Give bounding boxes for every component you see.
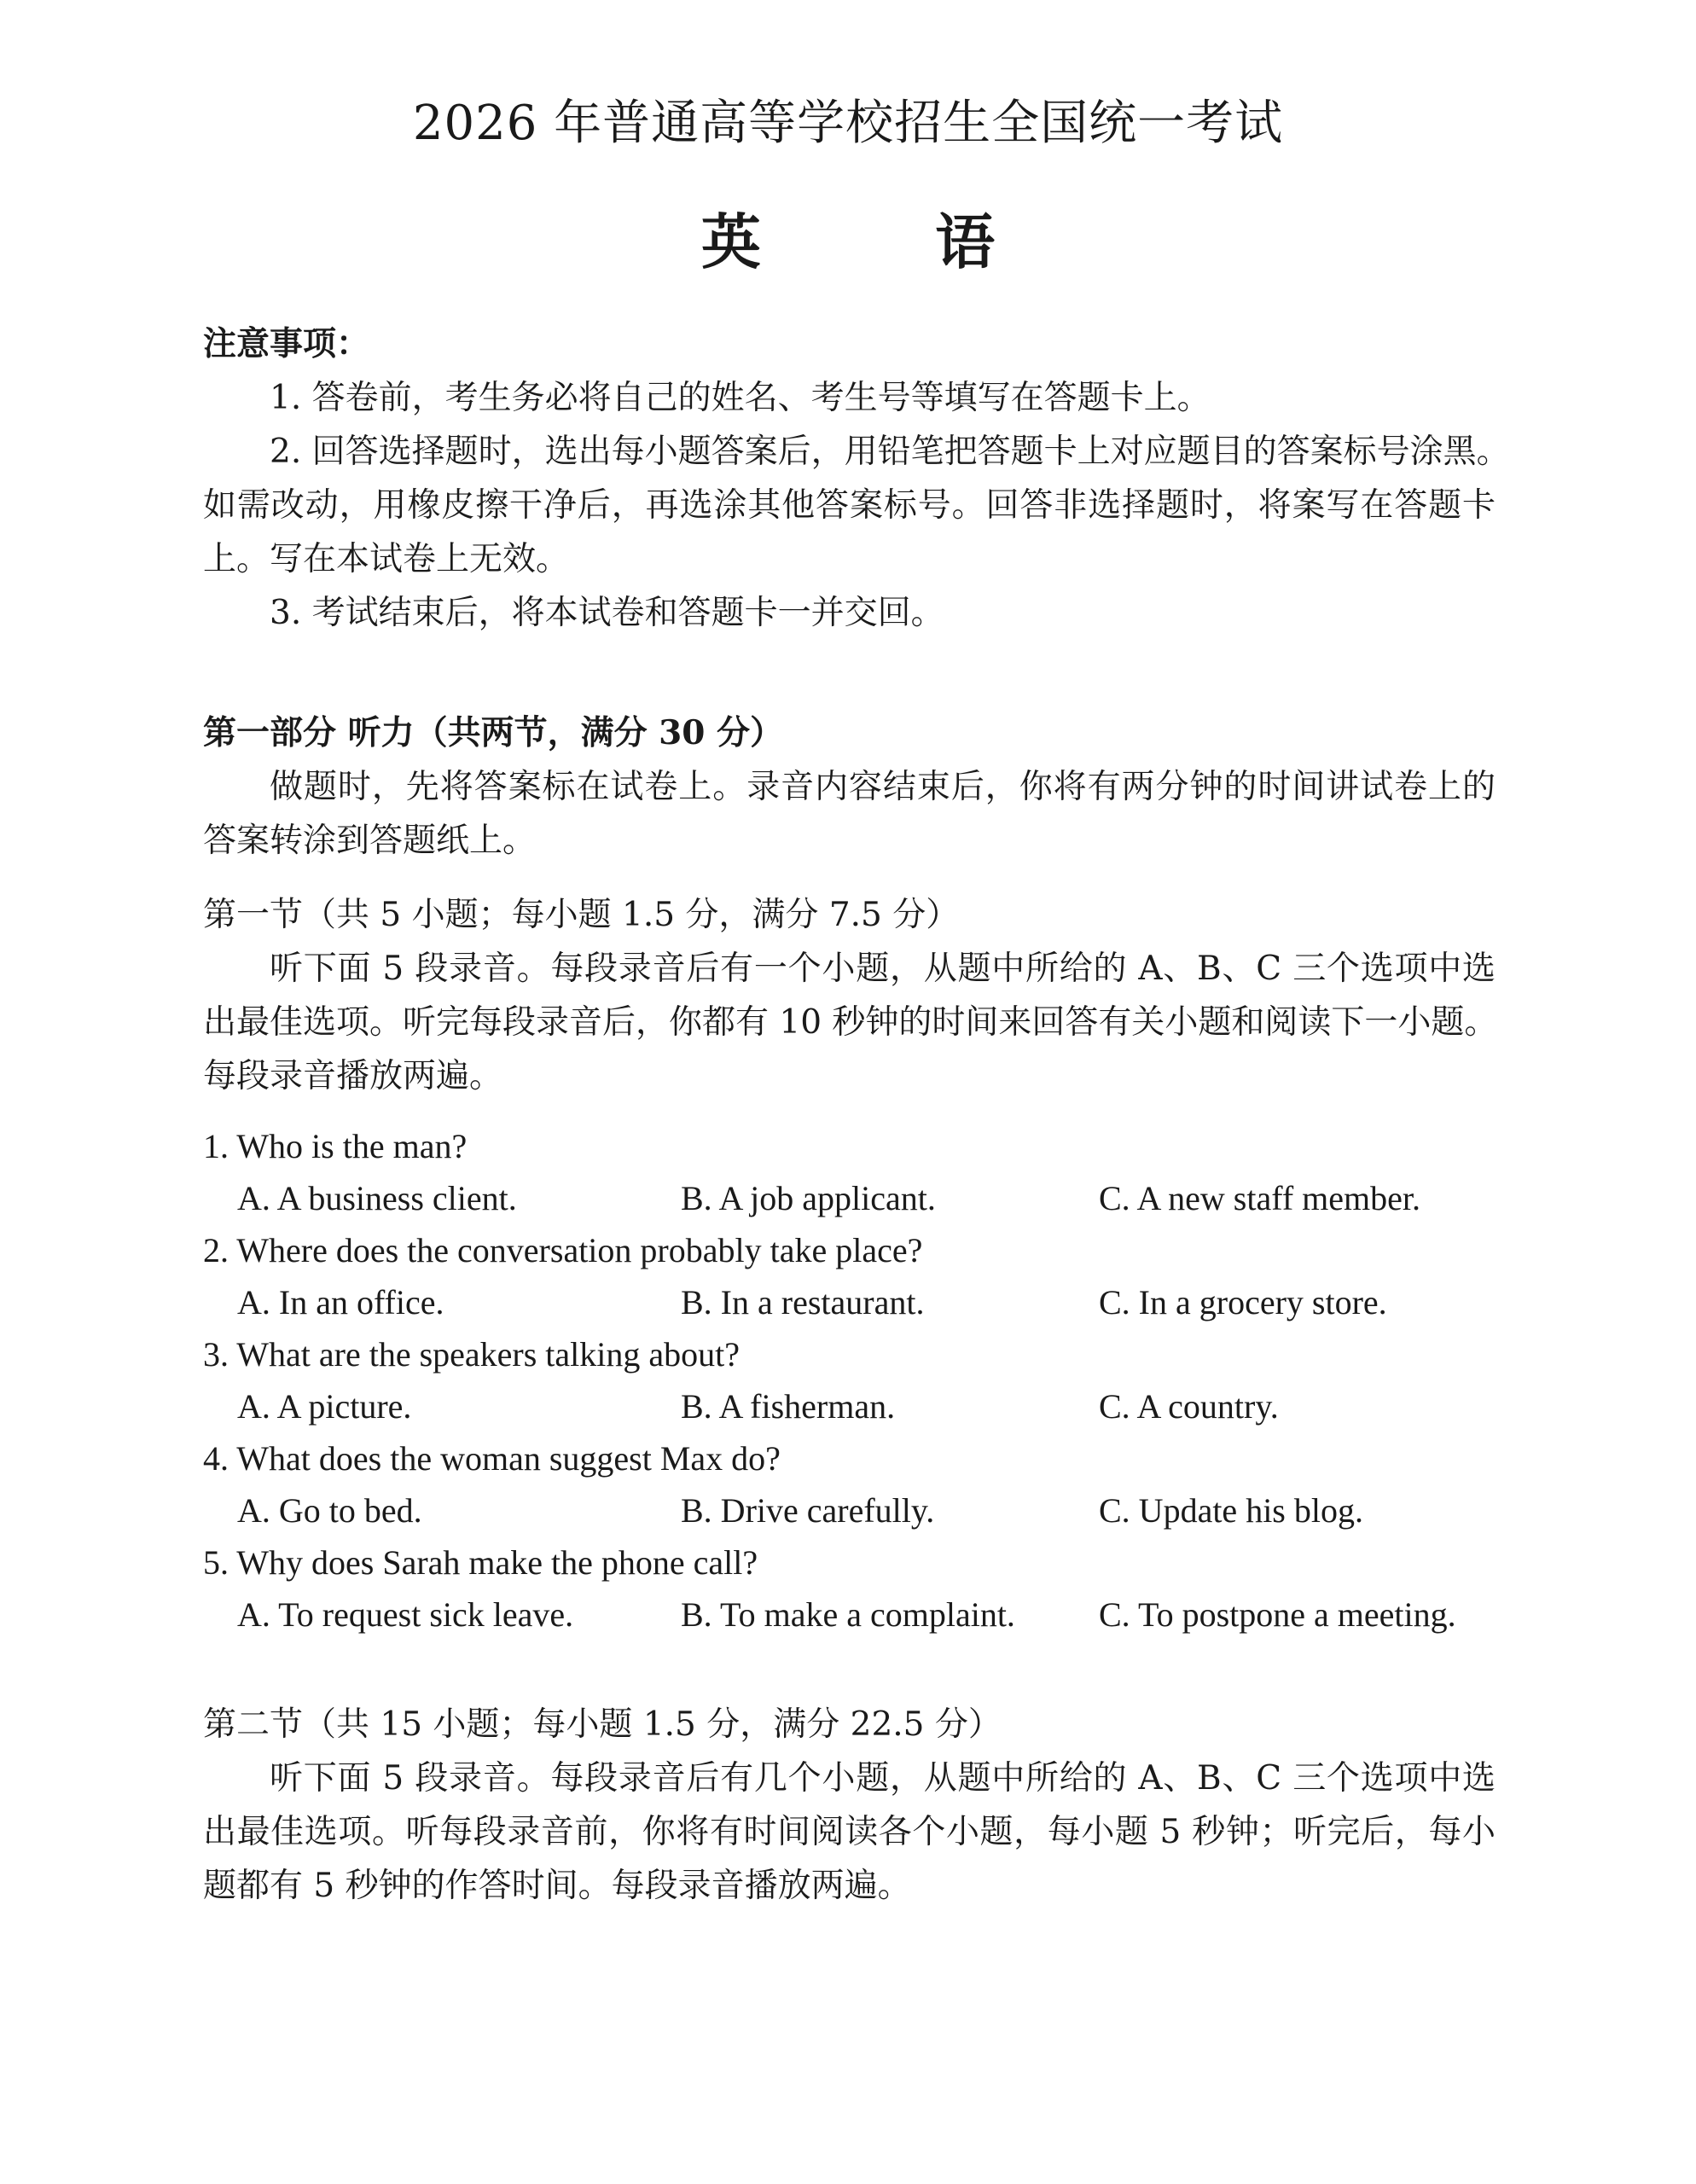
- part1-instruction: 做题时，先将答案标在试卷上。录音内容结束后，你将有两分钟的时间讲试卷上的: [270, 768, 1496, 806]
- option-a: A. A business client.: [237, 1179, 517, 1217]
- notes-item: 1. 答卷前，考生务必将自己的姓名、考生号等填写在答题卡上。: [270, 379, 1211, 417]
- notes-section: [203, 317, 1510, 640]
- section1-heading: 第一节（共 5 小题；每小题 1.5 分，满分 7.5 分）: [203, 896, 960, 934]
- option-a: A. Go to bed.: [237, 1491, 422, 1530]
- option-b: B. A job applicant.: [681, 1179, 936, 1217]
- option-a: A. To request sick leave.: [237, 1595, 574, 1634]
- subject-title: 英 语: [700, 206, 1072, 277]
- notes-heading: 注意事项：: [203, 324, 370, 363]
- question-stem: 2. Where does the conversation probably take place?: [203, 1231, 923, 1269]
- part1-section: [203, 706, 1496, 868]
- notes-item: 上。写在本试卷上无效。: [203, 540, 570, 578]
- section2-instruction: 听下面 5 段录音。每段录音后有几个小题，从题中所给的 A、B、C 三个选项中选: [270, 1759, 1496, 1798]
- question-stem: 4. What does the woman suggest Max do?: [203, 1439, 781, 1478]
- notes-item: 如需改动，用橡皮擦干净后，再选涂其他答案标号。回答非选择题时，将案写在答题卡: [203, 486, 1496, 525]
- notes-item: 2. 回答选择题时，选出每小题答案后，用铅笔把答题卡上对应题目的答案标号涂黑。: [270, 433, 1510, 471]
- option-c: C. In a grocery store.: [1099, 1283, 1387, 1321]
- option-b: B. In a restaurant.: [681, 1283, 925, 1321]
- option-c: C. A country.: [1099, 1387, 1279, 1426]
- part1-heading: 第一部分 听力（共两节，满分 30 分）: [203, 713, 784, 752]
- section1: [203, 888, 1496, 1103]
- part1-instruction: 答案转涂到答题纸上。: [203, 822, 537, 860]
- question-stem: 1. Who is the man?: [203, 1127, 468, 1165]
- section1-instruction: 听下面 5 段录音。每段录音后有一个小题，从题中所给的 A、B、C 三个选项中选: [270, 950, 1496, 988]
- section2: [203, 1698, 1496, 1913]
- option-c: C. Update his blog.: [1099, 1491, 1363, 1530]
- section1-instruction: 每段录音播放两遍。: [203, 1057, 503, 1095]
- notes-item: 3. 考试结束后，将本试卷和答题卡一并交回。: [270, 594, 944, 632]
- section2-instruction: 题都有 5 秒钟的作答时间。每段录音播放两遍。: [203, 1867, 911, 1905]
- section1-instruction: 出最佳选项。听完每段录音后，你都有 10 秒钟的时间来回答有关小题和阅读下一小题。: [203, 1003, 1498, 1042]
- option-c: C. A new staff member.: [1099, 1179, 1420, 1217]
- question-stem: 3. What are the speakers talking about?: [203, 1335, 741, 1374]
- option-a: A. In an office.: [237, 1283, 444, 1321]
- exam-title: 2026 年普通高等学校招生全国统一考试: [412, 96, 1284, 151]
- option-b: B. To make a complaint.: [681, 1595, 1015, 1634]
- option-c: C. To postpone a meeting.: [1099, 1595, 1456, 1634]
- option-b: B. A fisherman.: [681, 1387, 896, 1426]
- option-b: B. Drive carefully.: [681, 1491, 935, 1530]
- section2-instruction: 出最佳选项。听每段录音前，你将有时间阅读各个小题，每小题 5 秒钟；听完后，每小: [203, 1813, 1496, 1851]
- question-list: [203, 1126, 1517, 1638]
- question-stem: 5. Why does Sarah make the phone call?: [203, 1543, 758, 1582]
- section2-heading: 第二节（共 15 小题；每小题 1.5 分，满分 22.5 分）: [203, 1705, 1002, 1744]
- option-a: A. A picture.: [237, 1387, 412, 1426]
